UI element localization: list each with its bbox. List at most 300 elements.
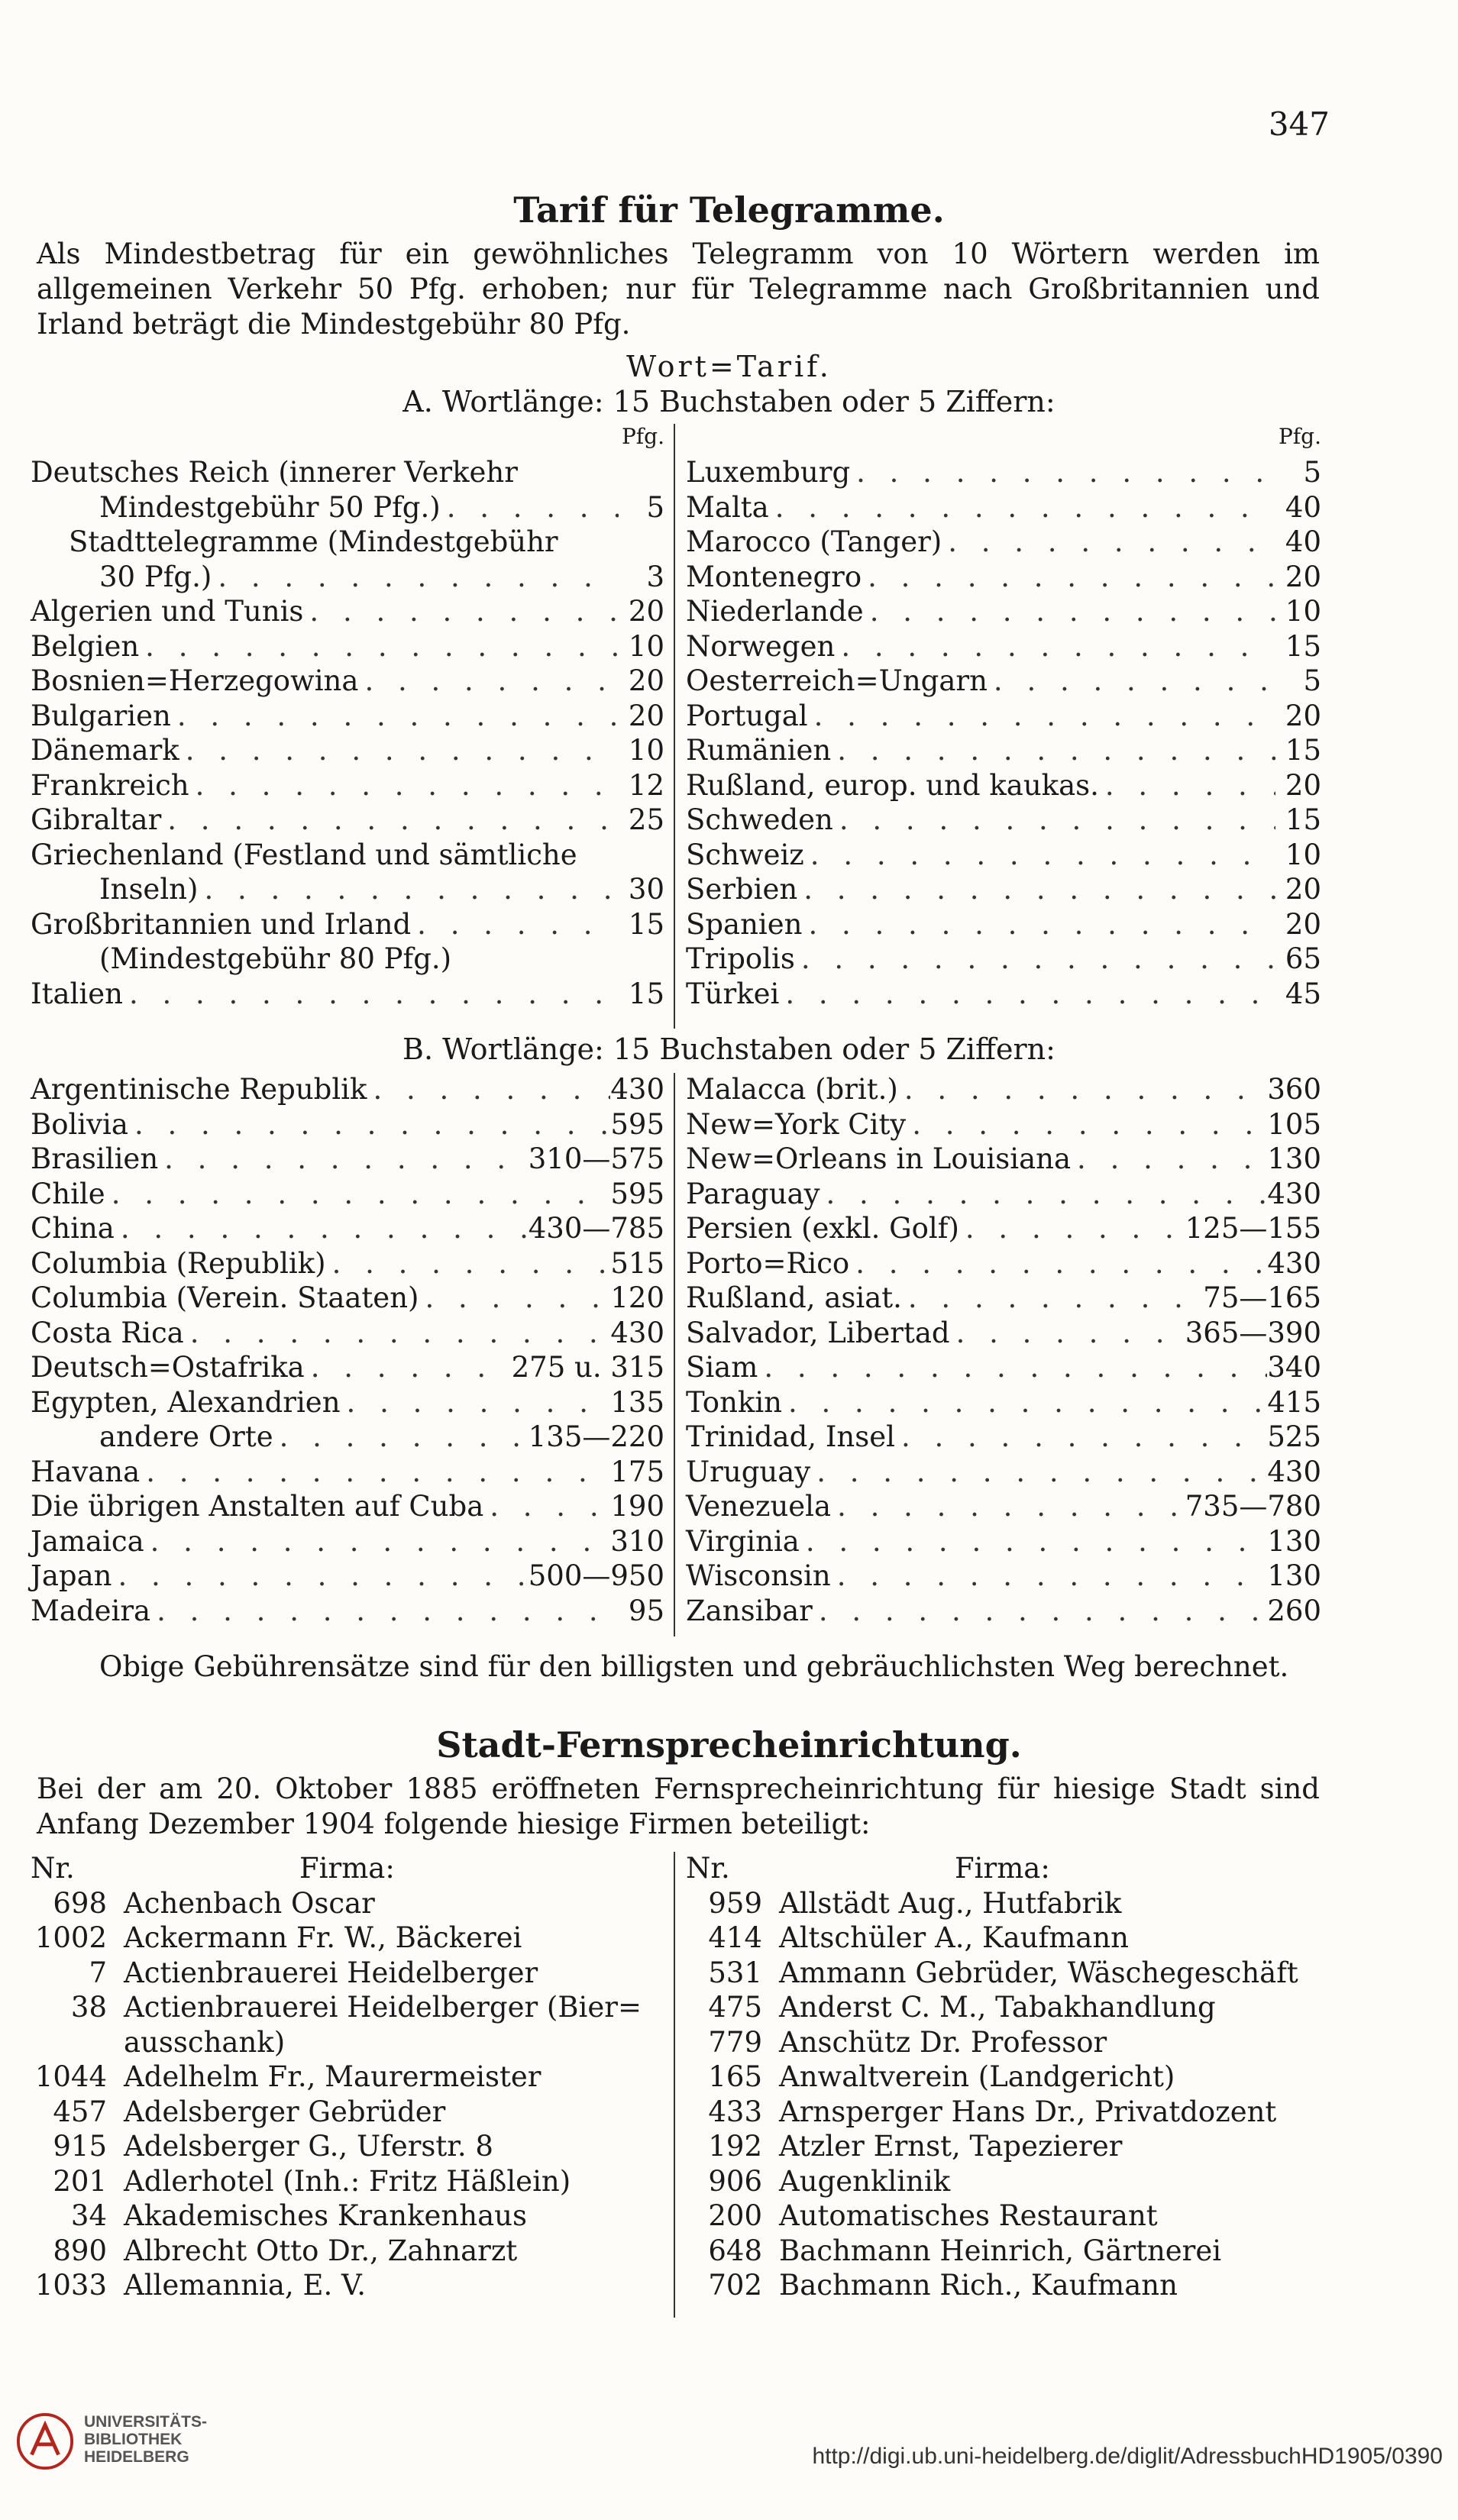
fee-value: 3 — [646, 560, 664, 593]
firm-name: Bachmann Rich., Kaufmann — [779, 2269, 1178, 2302]
fee-value: 10 — [628, 734, 664, 767]
tariff-row — [686, 525, 1321, 561]
fee-value: 430 — [610, 1316, 664, 1349]
firm-row — [31, 1887, 664, 1922]
fee-value: 525 — [1267, 1420, 1321, 1453]
fee-value: 430—785 — [528, 1212, 664, 1245]
fee-value: 130 — [1267, 1524, 1321, 1558]
tariff-row — [31, 456, 664, 491]
tariff-row — [686, 1351, 1321, 1386]
tariff-row — [686, 873, 1321, 908]
country-name: Bulgarien — [31, 699, 171, 732]
fee-value: 20 — [1285, 907, 1321, 941]
leader-dots — [326, 1247, 611, 1280]
country-name: Montenegro — [686, 560, 862, 593]
country-name: Tripolis — [686, 942, 795, 975]
firm-row — [686, 2199, 1321, 2234]
fee-value: 5 — [1303, 664, 1321, 697]
tariff-row — [686, 1073, 1321, 1108]
firm-row — [686, 2269, 1321, 2304]
firm-name: Automatisches Restaurant — [779, 2199, 1158, 2232]
fee-value: 30 — [628, 873, 664, 906]
phone-number: 457 — [53, 2095, 107, 2128]
leader-dots — [273, 1420, 529, 1453]
firm-name: ausschank) — [124, 2025, 286, 2059]
tariff-row — [686, 1281, 1321, 1317]
country-name: Japan — [31, 1559, 112, 1592]
firm-row — [31, 2199, 664, 2234]
tariff-row — [31, 1212, 664, 1247]
fee-value: 310—575 — [528, 1142, 664, 1175]
leader-dots — [800, 1525, 1268, 1558]
fee-value: 365—390 — [1185, 1316, 1321, 1349]
tariff-row — [686, 1142, 1321, 1178]
firm-row — [686, 1991, 1321, 2026]
fee-value: 75—165 — [1203, 1281, 1321, 1314]
leader-dots — [895, 1420, 1267, 1453]
country-name: Paraguay — [686, 1177, 820, 1210]
tariff-row — [31, 1351, 664, 1386]
tariff-row — [31, 1525, 664, 1560]
firm-row — [686, 1887, 1321, 1922]
leader-dots — [139, 630, 619, 663]
tariff-row — [31, 873, 664, 908]
tariff-row — [31, 1281, 664, 1317]
fee-value: 45 — [1285, 977, 1321, 1010]
leader-dots — [988, 664, 1275, 697]
country-name: Columbia (Verein. Staaten) — [31, 1281, 419, 1314]
leader-dots — [831, 1490, 1185, 1523]
country-name: Luxemburg — [686, 456, 851, 489]
tariff-row — [31, 1559, 664, 1594]
country-name: Trinidad, Insel — [686, 1420, 895, 1453]
section-a-heading: A. Wortlänge: 15 Buchstaben oder 5 Ziffern: — [402, 385, 1056, 418]
leader-dots — [864, 595, 1275, 628]
tariff-row — [31, 1594, 664, 1630]
leader-dots — [171, 699, 619, 732]
university-library-logo — [15, 2412, 75, 2471]
firm-name: Actienbrauerei Heidelberger (Bier= — [124, 1991, 642, 2024]
country-name: Madeira — [31, 1594, 151, 1627]
fee-value: 120 — [610, 1281, 664, 1314]
pfg-label: Pfg. — [621, 424, 664, 449]
wort-tarif-heading: Wort=Tarif. — [626, 350, 832, 383]
fee-value: 40 — [1285, 490, 1321, 524]
tariff-row — [686, 1178, 1321, 1213]
tariff-row — [686, 1247, 1321, 1282]
tariff-row — [31, 1455, 664, 1491]
fee-value: 10 — [1285, 838, 1321, 871]
fee-value: 595 — [610, 1177, 664, 1210]
fee-value: 105 — [1267, 1107, 1321, 1141]
leader-dots — [144, 1525, 611, 1558]
tariff-row — [686, 908, 1321, 943]
tariff-row — [686, 1386, 1321, 1421]
fee-value: 65 — [1285, 942, 1321, 975]
tariff-row — [31, 734, 664, 769]
firm-row — [686, 1921, 1321, 1956]
column-divider — [674, 424, 675, 1029]
leader-dots — [898, 1073, 1268, 1106]
fee-value: 20 — [1285, 768, 1321, 802]
country-name: China — [31, 1212, 115, 1245]
phone-intro: Bei der am 20. Oktober 1885 eröffneten Fernsprecheinrichtung für hiesige Stadt sind Anfang Dezember 1904 folgende hiesige Firmen beteiligt: — [37, 1772, 1320, 1840]
fee-value: 20 — [1285, 873, 1321, 906]
phone-number: 165 — [708, 2060, 762, 2093]
phone-number: 906 — [708, 2164, 762, 2198]
firm-row — [31, 2269, 664, 2304]
fee-value: 500—950 — [528, 1559, 664, 1592]
leader-dots — [902, 1281, 1203, 1314]
firm-name: Adelsberger Gebrüder — [124, 2095, 446, 2128]
firm-name: Ammann Gebrüder, Wäschegeschäft — [779, 1956, 1298, 1989]
tariff-row — [686, 561, 1321, 596]
firm-name: Arnsperger Hans Dr., Privatdozent — [779, 2095, 1277, 2128]
leader-dots — [184, 1317, 611, 1349]
tariff-row — [31, 664, 664, 699]
fee-value: 415 — [1267, 1385, 1321, 1419]
country-name: Oesterreich=Ungarn — [686, 664, 988, 697]
tariff-row — [686, 734, 1321, 769]
fee-value: 275 u. 315 — [511, 1351, 664, 1384]
leader-dots — [367, 1073, 610, 1106]
firm-name: Adelsberger G., Uferstr. 8 — [124, 2130, 493, 2163]
tariff-row — [31, 1420, 664, 1455]
tariff-row — [31, 561, 664, 596]
phone-number: 890 — [53, 2234, 107, 2267]
fee-value: 175 — [610, 1455, 664, 1488]
country-name: Gibraltar — [31, 803, 162, 836]
leader-dots — [358, 664, 619, 697]
tariff-row — [31, 1108, 664, 1143]
firm-name: Adelhelm Fr., Maurermeister — [124, 2060, 541, 2093]
fee-value: 95 — [628, 1594, 664, 1627]
phone-number: 779 — [708, 2025, 762, 2059]
library-name: UNIVERSITÄTS- BIBLIOTHEK HEIDELBERG — [84, 2413, 208, 2466]
leader-dots — [212, 561, 619, 593]
tariff-row — [31, 525, 664, 561]
country-name: Rußland, europ. und kaukas. — [686, 768, 1099, 802]
firm-name: Altschüler A., Kaufmann — [779, 1921, 1130, 1954]
phone-number: 34 — [70, 2199, 107, 2232]
tariff-row — [686, 977, 1321, 1013]
firm-row — [31, 2095, 664, 2131]
country-name: Deutsches Reich (innerer Verkehr — [31, 456, 518, 489]
leader-dots — [802, 908, 1275, 941]
firm-row — [686, 2026, 1321, 2061]
country-name: Schweden — [686, 803, 833, 836]
country-name: andere Orte — [99, 1420, 273, 1453]
tariff-row — [686, 595, 1321, 630]
country-name: Tonkin — [686, 1385, 782, 1419]
leader-dots — [128, 1108, 610, 1141]
firm-name: Anwaltverein (Landgericht) — [779, 2060, 1175, 2093]
fee-value: 5 — [1303, 456, 1321, 489]
country-name: Belgien — [31, 629, 140, 663]
section-a-left-column — [31, 424, 664, 1012]
fee-value: 595 — [610, 1107, 664, 1141]
firm-row — [31, 2130, 664, 2165]
fee-value: 20 — [628, 664, 664, 697]
phone-number: 414 — [708, 1921, 762, 1954]
country-name: Stadttelegramme (Mindestgebühr — [69, 525, 558, 558]
tariff-row — [31, 1178, 664, 1213]
country-name: Chile — [31, 1177, 105, 1210]
leader-dots — [419, 1281, 610, 1314]
column-divider — [674, 1073, 675, 1636]
fee-value: 135 — [610, 1385, 664, 1419]
firm-name: Augenklinik — [779, 2164, 951, 2198]
tariff-row — [31, 1386, 664, 1421]
leader-dots — [105, 1178, 611, 1210]
country-name: Zansibar — [686, 1594, 813, 1627]
country-name: Wisconsin — [686, 1559, 831, 1592]
column-divider — [674, 1852, 675, 2318]
fee-value: 735—780 — [1185, 1490, 1321, 1523]
country-name: Norwegen — [686, 629, 836, 663]
country-name: New=Orleans in Louisiana — [686, 1142, 1072, 1175]
country-name: Bolivia — [31, 1107, 128, 1141]
tariff-row — [31, 838, 664, 874]
firm-list-left-column — [31, 1852, 664, 2304]
tariff-row — [686, 1108, 1321, 1143]
firm-row — [31, 1956, 664, 1992]
country-name: Rumänien — [686, 734, 832, 767]
fee-value: 20 — [628, 699, 664, 732]
country-name: Die übrigen Anstalten auf Cuba — [31, 1490, 484, 1523]
pfg-label: Pfg. — [1278, 424, 1321, 449]
firm-name: Bachmann Heinrich, Gärtnerei — [779, 2234, 1222, 2267]
leader-dots — [906, 1108, 1267, 1141]
phone-number: 192 — [708, 2130, 762, 2163]
country-name: Virginia — [686, 1524, 800, 1558]
page-number: 347 — [1268, 105, 1330, 143]
leader-dots — [797, 873, 1275, 906]
leader-dots — [810, 1455, 1267, 1488]
leader-dots — [1099, 769, 1275, 802]
tariff-row — [31, 977, 664, 1013]
firm-list-right-column — [686, 1852, 1321, 2304]
country-name: Jamaica — [31, 1524, 144, 1558]
tariff-row — [686, 1212, 1321, 1247]
leader-dots — [123, 977, 619, 1010]
leader-dots — [305, 1351, 512, 1384]
firm-list — [31, 1852, 1321, 2341]
tariff-note: Obige Gebührensätze sind für den billigsten und gebräuchlichsten Weg berechnet. — [99, 1650, 1289, 1683]
leader-dots — [483, 1490, 610, 1523]
tariff-intro: Als Mindestbetrag für ein gewöhnliches Telegramm von 10 Wörtern werden im allgemeinen Verkehr 50 Pfg. erhoben; nur für Telegramme nach Großbritannien und Irland beträgt die Mindestgebühr 80 Pfg. — [37, 237, 1320, 341]
phone-number: 1002 — [34, 1921, 107, 1954]
fee-value: 15 — [1285, 734, 1321, 767]
fee-value: 15 — [1285, 803, 1321, 836]
phone-number: 1044 — [34, 2060, 107, 2093]
leader-dots — [831, 734, 1275, 767]
fee-value: 15 — [1285, 629, 1321, 663]
leader-dots — [179, 734, 619, 767]
country-name: Salvador, Libertad — [686, 1316, 950, 1349]
firm-row — [31, 1991, 664, 2026]
tariff-row — [686, 769, 1321, 804]
country-name: Türkei — [686, 977, 780, 1010]
fee-value: 15 — [628, 907, 664, 941]
fee-value: 310 — [610, 1524, 664, 1558]
country-name: Dänemark — [31, 734, 179, 767]
tariff-row — [31, 1142, 664, 1178]
tariff-row — [686, 1559, 1321, 1594]
phone-title: Stadt-Fernsprecheinrichtung. — [436, 1724, 1022, 1766]
leader-dots — [950, 1317, 1185, 1349]
firm-name: Atzler Ernst, Tapezierer — [779, 2130, 1123, 2163]
fee-value: 515 — [610, 1246, 664, 1280]
tariff-row — [686, 1525, 1321, 1560]
tariff-row — [686, 1490, 1321, 1525]
country-name: Serbien — [686, 873, 798, 906]
tariff-row — [686, 803, 1321, 838]
phone-number: 38 — [70, 1991, 107, 2024]
country-name: Algerien und Tunis — [31, 595, 304, 628]
phone-number: 200 — [708, 2199, 762, 2232]
section-b-heading: B. Wortlänge: 15 Buchstaben oder 5 Ziffern: — [402, 1032, 1056, 1066]
phone-number: 702 — [708, 2269, 762, 2302]
firm-name: Anderst C. M., Tabakhandlung — [779, 1991, 1216, 2024]
firm-name: Achenbach Oscar — [124, 1886, 375, 1920]
country-name: Argentinische Republik — [31, 1073, 367, 1106]
fee-value: 430 — [1267, 1455, 1321, 1488]
leader-dots — [862, 561, 1275, 593]
country-name: Portugal — [686, 699, 808, 732]
firm-row — [31, 2060, 664, 2095]
country-name: Costa Rica — [31, 1316, 184, 1349]
fee-value: 5 — [646, 490, 664, 524]
section-a-right-column — [686, 424, 1321, 1012]
firm-name: Anschütz Dr. Professor — [779, 2025, 1107, 2059]
country-name: Uruguay — [686, 1455, 811, 1488]
fee-value: 20 — [1285, 560, 1321, 593]
leader-dots — [959, 1212, 1185, 1245]
fee-value: 10 — [628, 629, 664, 663]
tariff-title: Tarif für Telegramme. — [513, 189, 945, 231]
phone-number: 1033 — [34, 2269, 107, 2302]
leader-dots — [820, 1178, 1268, 1210]
fee-value: 430 — [1267, 1177, 1321, 1210]
tariff-row — [686, 699, 1321, 735]
phone-number: 959 — [708, 1886, 762, 1920]
leader-dots — [804, 838, 1275, 871]
leader-dots — [833, 803, 1275, 836]
firm-row — [686, 2130, 1321, 2165]
source-url-link[interactable]: http://digi.ub.uni-heidelberg.de/diglit/AdressbuchHD1905/0390 — [812, 2444, 1443, 2469]
tariff-row — [31, 1247, 664, 1282]
leader-dots — [850, 456, 1275, 489]
footer — [0, 2405, 1458, 2520]
firm-name: Adlerhotel (Inh.: Fritz Häßlein) — [124, 2164, 571, 2198]
leader-dots — [808, 699, 1275, 732]
fee-value: 360 — [1267, 1073, 1321, 1106]
tariff-row — [31, 769, 664, 804]
country-name: Persien (exkl. Golf) — [686, 1212, 959, 1245]
leader-dots — [112, 1559, 528, 1592]
country-name: Frankreich — [31, 768, 189, 802]
section-b-table — [31, 1073, 1321, 1638]
fee-value: 135—220 — [528, 1420, 664, 1453]
leader-dots — [161, 803, 619, 836]
country-name: Egypten, Alexandrien — [31, 1385, 341, 1419]
fee-value: 15 — [628, 977, 664, 1010]
fee-value: 130 — [1267, 1559, 1321, 1592]
fee-value: 125—155 — [1185, 1212, 1321, 1245]
firm-list-header: Nr. Firma: — [31, 1852, 395, 1885]
country-name: Columbia (Republik) — [31, 1246, 326, 1280]
firm-row — [686, 2060, 1321, 2095]
phone-number: 648 — [708, 2234, 762, 2267]
leader-dots — [769, 491, 1275, 524]
fee-value: 20 — [1285, 699, 1321, 732]
country-name: Deutsch=Ostafrika — [31, 1351, 305, 1384]
leader-dots — [115, 1212, 529, 1245]
tariff-row — [686, 630, 1321, 665]
firm-row — [686, 1956, 1321, 1992]
fee-value: 40 — [1285, 525, 1321, 558]
country-name: Italien — [31, 977, 123, 1010]
section-a-table — [31, 424, 1321, 1035]
tariff-row — [686, 1317, 1321, 1352]
country-name: Marocco (Tanger) — [686, 525, 942, 558]
tariff-row — [31, 595, 664, 630]
firm-row — [31, 2026, 664, 2061]
tariff-row — [31, 1490, 664, 1525]
firm-row — [31, 1921, 664, 1956]
country-name: Brasilien — [31, 1142, 159, 1175]
tariff-row — [686, 1594, 1321, 1630]
country-name: 30 Pfg.) — [99, 560, 212, 593]
country-name: Malacca (brit.) — [686, 1073, 898, 1106]
leader-dots — [140, 1455, 610, 1488]
leader-dots — [758, 1351, 1267, 1384]
country-name: New=York City — [686, 1107, 907, 1141]
leader-dots — [779, 977, 1275, 1010]
phone-number: 433 — [708, 2095, 762, 2128]
leader-dots — [782, 1386, 1267, 1419]
leader-dots — [441, 491, 619, 524]
phone-number: 915 — [53, 2130, 107, 2163]
firm-row — [686, 2165, 1321, 2200]
firm-list-header: Nr. Firma: — [686, 1852, 1050, 1885]
leader-dots — [942, 525, 1275, 558]
firm-name: Albrecht Otto Dr., Zahnarzt — [124, 2234, 518, 2267]
fee-value: 190 — [610, 1490, 664, 1523]
tariff-row — [686, 1455, 1321, 1491]
fee-value: 25 — [628, 803, 664, 836]
phone-number: 698 — [53, 1886, 107, 1920]
firm-name: Ackermann Fr. W., Bäckerei — [124, 1921, 522, 1954]
firm-row — [31, 2165, 664, 2200]
tariff-row — [31, 803, 664, 838]
fee-value: 260 — [1267, 1594, 1321, 1627]
fee-value: 430 — [1267, 1246, 1321, 1280]
phone-number: 201 — [53, 2164, 107, 2198]
firm-row — [686, 2095, 1321, 2131]
tariff-row — [31, 942, 664, 977]
country-name: Mindestgebühr 50 Pfg.) — [99, 490, 441, 524]
leader-dots — [831, 1559, 1268, 1592]
firm-row — [31, 2234, 664, 2270]
firm-name: Akademisches Krankenhaus — [124, 2199, 527, 2232]
country-name: Spanien — [686, 907, 803, 941]
tariff-row — [31, 908, 664, 943]
tariff-row — [686, 491, 1321, 526]
leader-dots — [150, 1594, 619, 1627]
firm-row — [686, 2234, 1321, 2270]
